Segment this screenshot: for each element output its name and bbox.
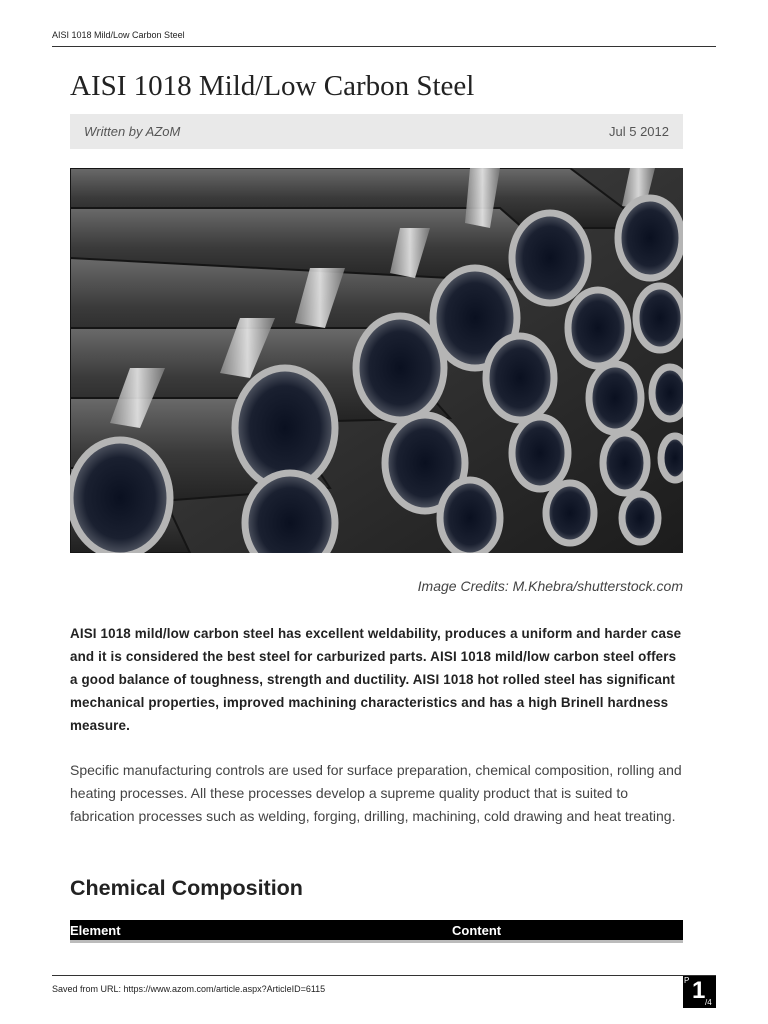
composition-table-header: [70, 920, 683, 943]
page-letter: P: [684, 976, 690, 985]
hero-image-steel-pipes: [70, 168, 683, 553]
body-paragraph: Specific manufacturing controls are used for surface preparation, chemical composition, rolling and heating processes. All these processes develop a supreme quality product that is suited to fabrication processes such as welding, forging, drilling, machining, cold drawing and heat treating.: [70, 762, 682, 824]
page-number-badge: [683, 976, 716, 1008]
lead-paragraph: AISI 1018 mild/low carbon steel has excellent weldability, produces a uniform and harder case and it is considered the best steel for carburized parts. AISI 1018 mild/low carbon steel offers a good balance of toughness, strength and ductility. AISI 1018 hot rolled steel has significant mechanical properties, improved machining characteristics and has a high Brinell hardness measure.: [70, 626, 682, 733]
column-header-content: Content: [452, 923, 502, 938]
saved-from-url: Saved from URL: https://www.azom.com/article.aspx?ArticleID=6115: [52, 984, 326, 994]
footer-divider: [52, 975, 716, 976]
publish-date: Jul 5 2012: [609, 124, 669, 139]
author-byline: Written by AZoM: [84, 124, 181, 139]
section-heading: Chemical Composition: [70, 876, 303, 900]
byline-bar: [70, 114, 683, 149]
page-number: 1: [692, 977, 706, 1004]
page-total: /4: [705, 998, 712, 1007]
running-header: AISI 1018 Mild/Low Carbon Steel: [52, 30, 716, 47]
page-title: AISI 1018 Mild/Low Carbon Steel: [70, 70, 475, 102]
image-credit: Image Credits: M.Khebra/shutterstock.com: [417, 578, 683, 594]
column-header-element: Element: [70, 923, 121, 938]
